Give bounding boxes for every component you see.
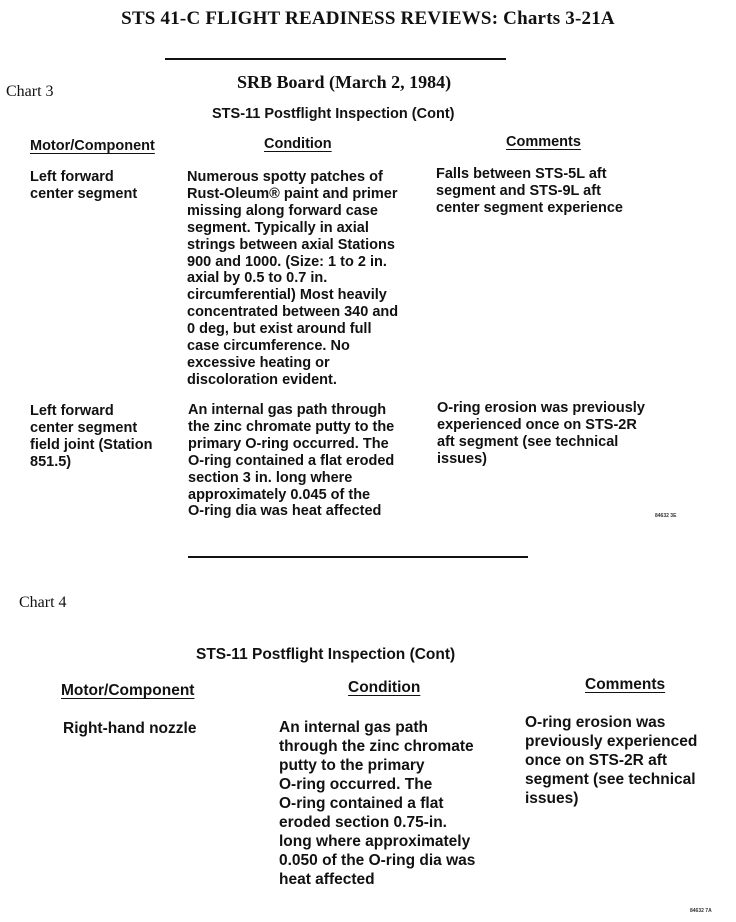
- chart3-row2-comments: [437, 400, 645, 468]
- chart4-subtitle: STS-11 Postflight Inspection (Cont): [196, 646, 456, 663]
- text-line: 0.050 of the O-ring dia was: [279, 852, 476, 869]
- chart3-subtitle: STS-11 Postflight Inspection (Cont): [212, 106, 455, 122]
- text-line: heat affected: [279, 871, 375, 888]
- text-line: Left forward: [30, 169, 114, 185]
- text-line: issues): [437, 450, 487, 467]
- chart3-row1-comments: [436, 166, 623, 217]
- text-line: Left forward: [30, 403, 114, 419]
- text-line: An internal gas path: [279, 719, 428, 736]
- chart4-row1-comments: [525, 713, 697, 808]
- text-line: through the zinc chromate: [279, 738, 474, 755]
- text-line: once on STS-2R aft: [525, 752, 668, 769]
- chart-divider: [188, 556, 528, 558]
- chart3-header-component: Motor/Component: [30, 138, 155, 154]
- text-line: previously experienced: [525, 733, 698, 750]
- text-line: O-ring erosion was: [525, 714, 666, 731]
- chart4-reference-code: 84632 7A: [690, 908, 712, 914]
- text-line: O-ring dia was heat affected: [188, 503, 382, 520]
- chart3-row2-condition: [188, 402, 394, 520]
- text-line: case circumference. No: [187, 338, 350, 355]
- document-title: STS 41-C FLIGHT READINESS REVIEWS: Charts 3-21A: [121, 8, 615, 29]
- text-line: center segment: [30, 419, 138, 436]
- chart3-header-condition: Condition: [264, 136, 332, 152]
- text-line: segment (see technical: [525, 771, 696, 788]
- chart3-board-title: SRB Board (March 2, 1984): [237, 72, 452, 92]
- text-line: O-ring contained a flat: [279, 795, 444, 812]
- text-line: field joint (Station: [30, 436, 153, 453]
- text-line: concentrated between 340 and: [187, 304, 399, 321]
- text-line: experienced once on STS-2R: [437, 416, 637, 433]
- text-line: Numerous spotty patches of: [187, 169, 383, 185]
- text-line: Right-hand nozzle: [63, 720, 197, 737]
- text-line: circumferential) Most heavily: [187, 287, 387, 304]
- text-line: axial by 0.5 to 0.7 in.: [187, 270, 328, 287]
- chart4-header-condition: Condition: [348, 679, 421, 696]
- text-line: segment. Typically in axial: [187, 219, 369, 236]
- text-line: issues): [525, 790, 579, 807]
- text-line: 900 and 1000. (Size: 1 to 2 in.: [187, 253, 387, 270]
- text-line: discoloration evident.: [187, 371, 337, 388]
- text-line: section 3 in. long where: [188, 469, 353, 486]
- chart4-header-component: Motor/Component: [61, 682, 195, 699]
- chart4-label: Chart 4: [19, 594, 67, 611]
- title-divider: [165, 58, 506, 60]
- text-line: segment and STS-9L aft: [436, 182, 601, 199]
- chart4-row1-component: [63, 719, 196, 738]
- chart4-row1-condition: [279, 718, 475, 889]
- chart3-header-comments: Comments: [506, 134, 581, 150]
- text-line: strings between axial Stations: [187, 236, 395, 253]
- text-line: approximately 0.045 of the: [188, 486, 371, 503]
- text-line: Rust-Oleum® paint and primer: [187, 185, 398, 202]
- text-line: eroded section 0.75-in.: [279, 814, 447, 831]
- text-line: center segment: [30, 185, 138, 202]
- chart3-row1-component: [30, 169, 137, 203]
- text-line: aft segment (see technical: [437, 433, 619, 450]
- text-line: primary O-ring occurred. The: [188, 435, 389, 452]
- text-line: O-ring erosion was previously: [437, 400, 645, 416]
- text-line: 0 deg, but exist around full: [187, 321, 372, 338]
- text-line: An internal gas path through: [188, 402, 387, 418]
- text-line: Falls between STS-5L aft: [436, 166, 607, 182]
- text-line: missing along forward case: [187, 202, 378, 219]
- text-line: O-ring occurred. The: [279, 776, 433, 793]
- text-line: center segment experience: [436, 199, 623, 216]
- chart4-header-comments: Comments: [585, 676, 666, 693]
- chart3-reference-code: 84632 3E: [655, 513, 677, 519]
- chart3-row2-component: [30, 403, 152, 471]
- chart3-row1-condition: [187, 169, 398, 389]
- text-line: excessive heating or: [187, 354, 330, 371]
- text-line: 851.5): [30, 453, 72, 470]
- text-line: long where approximately: [279, 833, 471, 850]
- text-line: putty to the primary: [279, 757, 425, 774]
- text-line: the zinc chromate putty to the: [188, 418, 395, 435]
- text-line: O-ring contained a flat eroded: [188, 452, 395, 469]
- chart3-label: Chart 3: [6, 83, 54, 100]
